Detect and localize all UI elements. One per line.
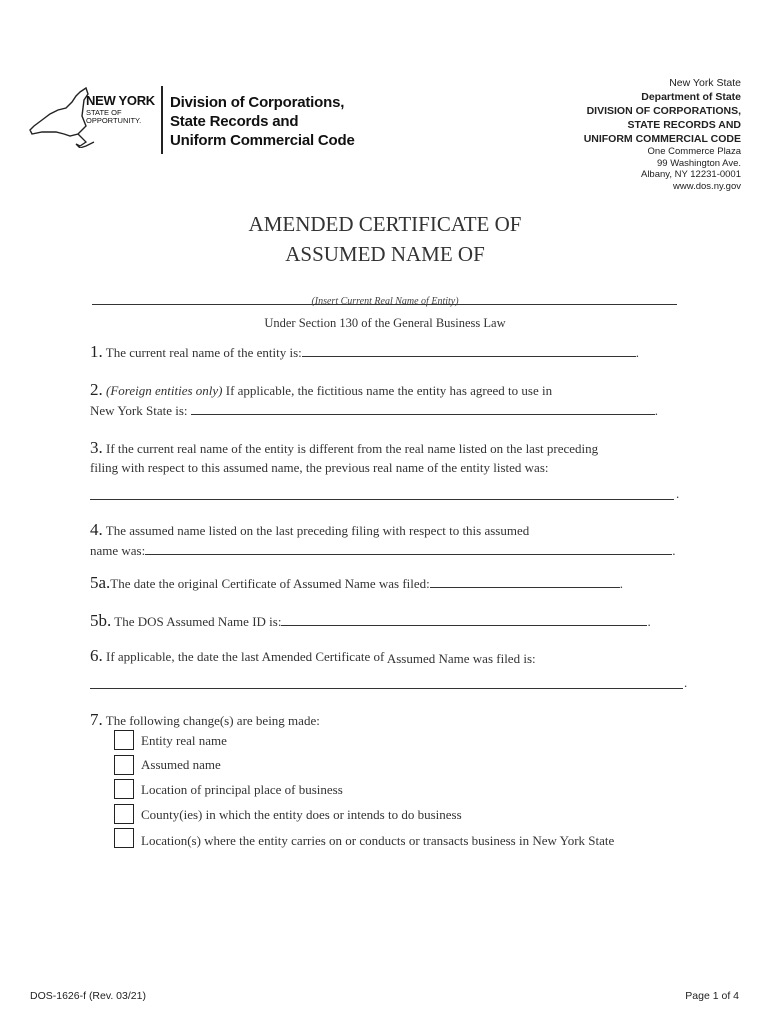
statute-line: Under Section 130 of the General Business Law (264, 316, 506, 330)
agency-line-5: UNIFORM COMMERCIAL CODE (583, 133, 741, 145)
item-7-label: The following change(s) are being made: (105, 713, 320, 728)
item-2-period: . (654, 403, 659, 418)
item-2-label: If applicable, the fictitious name the entity has agreed to use in (225, 383, 553, 398)
page-number: Page 1 of 4 (685, 990, 739, 1002)
item-6-label: If applicable, the date the last Amended Certificate of (106, 649, 385, 664)
item-3-number: 3. (90, 438, 103, 457)
item-6-label-b: Assumed Name was filed is: (386, 651, 536, 666)
item-6-number: 6. (90, 646, 103, 665)
change-principal-place-label: Location of principal place of business (141, 782, 343, 797)
agency-line-2: Department of State (641, 91, 741, 103)
logo-divider (161, 86, 163, 154)
item-3-field[interactable] (90, 499, 674, 500)
item-5b-number: 5b. (90, 611, 112, 630)
item-5b (90, 611, 651, 631)
item-1-label: The current real name of the entity is: (105, 345, 302, 360)
item-7-number: 7. (90, 710, 103, 729)
item-2-field[interactable] (191, 402, 655, 415)
logo-tagline-2: OPPORTUNITY. (86, 115, 142, 125)
item-4-label-2: name was: (90, 543, 146, 558)
change-business-locations-checkbox[interactable] (114, 828, 134, 848)
item-4-field[interactable] (145, 542, 672, 555)
agency-address-block (584, 76, 741, 192)
logo-tagline-1: STATE OF (86, 108, 122, 117)
item-2-line-2 (90, 402, 658, 419)
item-3-line-2 (90, 460, 549, 476)
change-business-locations-label: Location(s) where the entity carries on or conducts or transacts business in New York State (141, 833, 615, 848)
entity-name-hint: (Insert Current Real Name of Entity) (311, 296, 459, 307)
item-4 (90, 520, 529, 540)
agency-website[interactable]: www.dos.ny.gov (673, 180, 741, 192)
division-line-2: State Records and (170, 113, 299, 130)
item-4-period: . (672, 543, 676, 558)
agency-address-1: One Commerce Plaza (647, 146, 741, 157)
form-id: DOS-1626-f (Rev. 03/21) (30, 990, 146, 1002)
item-3-period: . (676, 486, 680, 501)
title-line-1: AMENDED CERTIFICATE OF (248, 212, 522, 236)
division-name (170, 93, 355, 150)
change-counties-checkbox[interactable] (114, 804, 134, 824)
item-6-period: . (684, 675, 688, 690)
change-principal-place-checkbox[interactable] (114, 779, 134, 799)
item-1 (90, 342, 639, 362)
change-assumed-name-label: Assumed name (141, 757, 221, 772)
page-title (0, 209, 770, 269)
item-5a (90, 573, 623, 593)
item-5a-number: 5a. (90, 573, 111, 592)
change-assumed-name-checkbox[interactable] (114, 755, 134, 775)
item-4-label: The assumed name listed on the last preceding filing with respect to this assumed (105, 523, 530, 538)
agency-line-3: DIVISION OF CORPORATIONS, (586, 105, 741, 117)
division-line-1: Division of Corporations, (170, 94, 345, 111)
item-1-period: . (635, 345, 640, 360)
change-entity-real-name-checkbox[interactable] (114, 730, 134, 750)
item-1-number: 1. (90, 342, 103, 361)
agency-line-4: STATE RECORDS AND (627, 119, 741, 131)
item-6-field[interactable] (90, 688, 683, 689)
agency-address-2: 99 Washington Ave. (657, 157, 741, 169)
item-4-line-2 (90, 542, 675, 559)
ny-logo-text (86, 94, 155, 125)
item-2-qualifier: (Foreign entities only) (106, 383, 223, 398)
item-5a-label: The date the original Certificate of Assumed Name was filed: (110, 576, 430, 591)
item-1-field[interactable] (302, 344, 636, 357)
item-4-number: 4. (90, 520, 103, 539)
change-counties-label: County(ies) in which the entity does or intends to do business (141, 807, 462, 822)
item-2-label-2: New York State is: (90, 403, 188, 418)
item-2 (90, 380, 552, 400)
item-3-label: If the current real name of the entity is different from the real name listed on the last preceding (106, 441, 599, 456)
item-6 (90, 646, 536, 666)
item-5a-field[interactable] (430, 575, 620, 588)
change-entity-real-name-label: Entity real name (141, 733, 227, 748)
agency-address-3: Albany, NY 12231-0001 (640, 169, 741, 180)
agency-line-1: New York State (669, 77, 741, 89)
item-5a-period: . (619, 576, 624, 591)
item-3 (90, 438, 598, 458)
item-5b-period: . (647, 614, 651, 629)
logo-state-name: NEW YORK (86, 93, 155, 108)
item-5b-field[interactable] (281, 613, 647, 626)
item-7 (90, 710, 320, 730)
item-2-number: 2. (90, 380, 103, 399)
title-line-2: ASSUMED NAME OF (285, 242, 485, 266)
item-3-label-2: filing with respect to this assumed name, the previous real name of the entity listed was: (90, 460, 549, 475)
item-5b-label: The DOS Assumed Name ID is: (114, 614, 282, 629)
division-line-3: Uniform Commercial Code (170, 132, 355, 149)
